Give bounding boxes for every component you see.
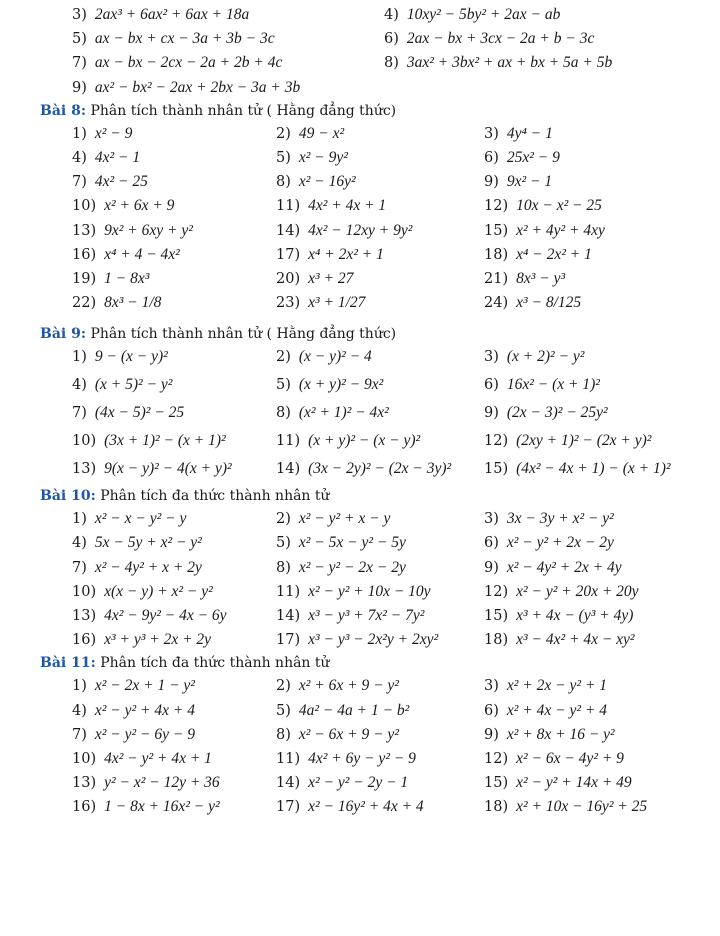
exercise-item [484,149,560,167]
exercise-expression: 4x² − 9y² − 4x − 6y [104,607,227,624]
exercise-number: 8) [276,726,291,743]
exercise-number: 7) [72,55,87,72]
section-title: Phân tích đa thức thành nhân tử [100,655,330,672]
exercise-item [72,30,275,48]
exercise-number: 6) [484,702,499,719]
section-title: Phân tích đa thức thành nhân tử [100,488,330,505]
exercise-expression: (x² + 1)² − 4x² [298,404,389,422]
exercise-expression: x² + 8x + 16 − y² [506,725,615,743]
exercise-number: 7) [72,559,87,576]
exercise-expression: y² − x² − 12y + 36 [104,774,220,792]
section-label: Bài 11: [40,655,96,672]
exercise-number: 23) [276,295,301,312]
exercise-item [72,583,213,601]
exercise-expression: x(x − y) + x² − y² [104,582,213,600]
exercise-item [276,125,344,143]
exercise-number: 11) [276,751,301,767]
exercise-item [72,798,220,816]
exercise-item [276,348,372,366]
exercise-expression: 4a² − 4a + 1 − b² [298,701,410,719]
exercise-item [72,270,149,288]
exercise-expression: 9x² − 1 [506,173,553,191]
exercise-number: 8) [276,174,291,191]
exercise-expression: 4x² + 4x + 1 [308,197,387,215]
exercise-expression: x³ + 1/27 [308,294,366,312]
exercise-number: 13) [72,222,97,239]
exercise-expression: x² − y² − 6y − 9 [94,725,195,743]
exercise-expression: x² − y² − 2x − 2y [298,558,406,576]
exercise-expression: ax² − bx² − 2ax + 2bx − 3a + 3b [94,78,301,96]
exercise-number: 9) [484,726,499,743]
exercise-expression: 4x² − 25 [94,173,148,191]
exercise-expression: (2xy + 1)² − (2x + y)² [516,432,652,450]
section-heading [40,103,700,119]
exercise-number: 14) [276,222,301,239]
exercise-number: 7) [72,726,87,743]
exercise-item [276,376,383,394]
exercise-item [276,559,406,577]
exercise-number: 5) [276,535,291,552]
exercise-item [276,432,420,450]
exercise-item [276,270,353,288]
exercise-item [72,460,232,478]
exercise-item [484,125,553,143]
exercise-number: 13) [72,775,97,792]
exercise-item [72,510,186,528]
section-label: Bài 9: [40,326,87,343]
exercise-item [484,702,607,720]
exercise-expression: x² − x − y² − y [94,510,187,528]
exercise-row [0,376,720,406]
exercise-number: 9) [484,405,499,422]
exercise-item [384,30,594,48]
exercise-expression: x⁴ + 2x² + 1 [308,245,384,263]
exercise-number: 10) [72,198,97,215]
exercise-number: 9) [72,79,87,96]
exercise-expression: 9 − (x − y)² [94,348,168,366]
exercise-item [484,348,584,366]
exercise-item [276,460,451,478]
exercise-expression: x² − y² + 2x − 2y [506,534,614,552]
exercise-item [484,270,565,288]
exercise-expression: 9x² + 6xy + y² [104,221,193,239]
exercise-expression: ax − bx + cx − 3a + 3b − 3c [94,30,275,48]
section-heading [40,655,700,671]
exercise-expression: x² − 9y² [298,149,348,166]
exercise-item [384,6,560,24]
exercise-number: 16) [72,246,97,263]
exercise-number: 2) [276,678,291,695]
exercise-number: 18) [484,246,509,263]
exercise-number: 10) [72,751,97,767]
exercise-item [72,534,202,552]
exercise-expression: x³ − y³ + 7x² − 7y² [308,607,425,624]
exercise-item [276,246,384,264]
exercise-item [484,607,633,625]
exercise-item [276,677,399,695]
exercise-number: 19) [72,271,97,287]
exercise-expression: x² − 2x + 1 − y² [94,677,195,695]
exercise-number: 18) [484,632,509,649]
exercise-number: 3) [484,678,499,695]
exercise-number: 13) [72,461,97,478]
exercise-number: 12) [484,751,509,767]
exercise-number: 24) [484,295,509,312]
exercise-number: 3) [484,511,499,528]
exercise-expression: 4y⁴ − 1 [506,124,553,142]
exercise-expression: x³ − 4x² + 4x − xy² [516,631,635,649]
exercise-expression: x² + 4x − y² + 4 [506,701,607,719]
exercise-expression: 49 − x² [298,124,345,142]
exercise-expression: 8x³ − 1/8 [104,294,162,312]
exercise-expression: x² + 2x − y² + 1 [506,677,607,695]
exercise-expression: 4x² + 6y − y² − 9 [308,750,416,767]
exercise-expression: x² + 6x + 9 [104,197,175,215]
exercise-number: 9) [484,559,499,576]
exercise-item [72,607,227,625]
exercise-expression: 9(x − y)² − 4(x + y)² [104,460,232,478]
exercise-number: 20) [276,271,301,287]
exercise-item [72,173,148,191]
exercise-item [484,583,639,601]
exercise-item [72,246,180,264]
exercise-item [72,149,140,167]
exercise-item [72,376,172,394]
exercise-expression: x² − y² − 2y − 1 [308,774,409,792]
exercise-item [484,246,592,264]
section-label: Bài 10: [40,488,96,505]
exercise-number: 4) [72,377,87,394]
exercise-item [72,432,226,450]
exercise-expression: 8x³ − y³ [516,270,566,287]
exercise-number: 11) [276,198,301,215]
exercise-number: 13) [72,608,97,624]
exercise-expression: 16x² − (x + 1)² [506,376,600,394]
exercise-expression: x² − y² + 4x + 4 [94,701,195,719]
exercise-number: 5) [72,31,87,48]
exercise-expression: 2ax³ + 6ax² + 6ax + 18a [94,6,250,23]
exercise-expression: x² − 16y² [298,173,356,191]
exercise-item [484,510,614,528]
exercise-expression: x² − y² + 14x + 49 [516,774,632,792]
exercise-item [484,677,607,695]
exercise-row [0,294,720,324]
exercise-number: 18) [484,799,509,816]
exercise-number: 14) [276,775,301,792]
section-title: Phân tích thành nhân tử ( Hằng đẳng thức) [90,326,397,343]
exercise-expression: 4x² − y² + 4x + 1 [104,750,212,767]
exercise-item [276,798,424,816]
exercise-item [484,376,600,394]
section-heading [40,488,700,504]
exercise-number: 11) [276,433,301,450]
exercise-number: 17) [276,632,301,649]
exercise-item [484,559,622,577]
exercise-item [484,197,602,215]
exercise-number: 6) [484,535,499,552]
exercise-item [484,294,581,312]
exercise-number: 3) [484,125,499,142]
exercise-expression: x² + 4y² + 4xy [516,221,605,239]
exercise-expression: (x + 5)² − y² [94,376,173,394]
exercise-expression: x³ + 4x − (y³ + 4y) [516,607,634,624]
exercise-expression: (x + 2)² − y² [506,348,585,366]
exercise-number: 8) [384,55,399,72]
exercise-row [0,460,720,490]
exercise-item [72,702,195,720]
exercise-item [72,726,195,744]
exercise-item [72,774,220,792]
exercise-number: 10) [72,433,97,450]
exercise-item [276,702,409,720]
exercise-item [276,197,386,215]
exercise-number: 14) [276,608,301,624]
exercise-number: 1) [72,349,87,366]
exercise-number: 14) [276,461,301,478]
exercise-number: 3) [72,7,87,23]
exercise-number: 6) [484,377,499,394]
exercise-expression: x² − 6x + 9 − y² [298,725,399,743]
exercise-number: 8) [276,559,291,576]
exercise-item [484,750,624,768]
exercise-expression: x² − 4y² + x + 2y [94,558,202,576]
exercise-expression: x³ + 27 [308,270,354,287]
exercise-item [276,222,412,240]
exercise-expression: 1 − 8x + 16x² − y² [104,798,220,816]
exercise-number: 5) [276,150,291,166]
exercise-expression: (x + y)² − 9x² [298,376,384,394]
exercise-expression: x⁴ − 2x² + 1 [516,245,592,263]
exercise-expression: x⁴ + 4 − 4x² [104,245,180,263]
exercise-expression: (4x − 5)² − 25 [94,404,185,422]
exercise-number: 12) [484,198,509,215]
exercise-expression: x² − y² + 20x + 20y [516,582,639,600]
exercise-number: 1) [72,511,87,528]
exercise-expression: x² − 4y² + 2x + 4y [506,558,622,576]
exercise-number: 6) [484,150,499,166]
exercise-item [276,534,406,552]
exercise-number: 12) [484,433,509,450]
exercise-expression: x² − 6x − 4y² + 9 [516,750,624,767]
exercise-number: 2) [276,125,291,142]
exercise-item [484,404,608,422]
exercise-item [72,6,249,24]
exercise-expression: x² + 6x + 9 − y² [298,677,399,695]
exercise-expression: x² − 16y² + 4x + 4 [308,798,424,816]
exercise-item [72,79,300,97]
exercise-expression: 3x − 3y + x² − y² [506,510,614,528]
exercise-number: 12) [484,583,509,600]
exercise-row [0,432,720,462]
exercise-item [484,774,632,792]
exercise-expression: 4x² − 12xy + 9y² [308,221,413,239]
exercise-item [276,750,416,768]
exercise-item [484,631,635,649]
exercise-item [72,677,195,695]
exercise-number: 9) [484,174,499,191]
exercise-item [484,222,605,240]
exercise-item [72,750,212,768]
exercise-item [484,798,647,816]
exercise-number: 11) [276,583,301,600]
exercise-number: 1) [72,125,87,142]
exercise-row [0,798,720,828]
exercise-expression: (3x + 1)² − (x + 1)² [104,432,226,450]
exercise-item [276,294,365,312]
exercise-expression: (4x² − 4x + 1) − (x + 1)² [516,460,671,478]
exercise-item [72,54,282,72]
exercise-expression: ax − bx − 2cx − 2a + 2b + 4c [94,54,283,72]
exercise-item [72,197,174,215]
exercise-item [276,404,389,422]
exercise-item [484,432,651,450]
exercise-expression: x² − y² + 10x − 10y [308,582,431,600]
exercise-item [276,583,431,601]
exercise-item [276,607,424,625]
exercise-expression: (x − y)² − 4 [298,348,372,366]
exercise-item [484,173,552,191]
exercise-item [384,54,612,72]
exercise-item [276,149,348,167]
exercise-number: 6) [384,31,399,48]
exercise-expression: 10x − x² − 25 [516,197,602,215]
exercise-number: 17) [276,246,301,263]
exercise-number: 15) [484,222,509,239]
exercise-item [72,631,211,649]
exercise-item [484,534,614,552]
exercise-item [484,460,671,478]
exercise-item [276,726,399,744]
exercise-number: 5) [276,702,291,719]
exercise-item [276,631,438,649]
exercise-row [0,404,720,434]
exercise-item [276,510,390,528]
exercise-number: 2) [276,511,291,528]
exercise-expression: x² − y² + x − y [298,510,391,528]
exercise-item [72,222,193,240]
exercise-item [276,173,356,191]
exercise-expression: 25x² − 9 [506,149,560,166]
exercise-expression: x² + 10x − 16y² + 25 [516,798,648,816]
exercise-expression: 4x² − 1 [94,149,141,166]
exercise-expression: x³ − 8/125 [516,294,582,312]
section-label: Bài 8: [40,102,87,119]
exercise-item [484,726,615,744]
exercise-number: 17) [276,799,301,816]
exercise-number: 5) [276,377,291,394]
exercise-row [0,348,720,378]
exercise-number: 8) [276,405,291,422]
exercise-expression: 2ax − bx + 3cx − 2a + b − 3c [406,30,595,48]
exercise-item [72,348,168,366]
exercise-item [72,125,132,143]
exercise-number: 4) [384,7,399,23]
exercise-number: 4) [72,150,87,166]
exercise-expression: x³ + y³ + 2x + 2y [104,631,212,649]
exercise-number: 22) [72,295,97,312]
exercise-number: 4) [72,535,87,552]
exercise-item [72,404,184,422]
exercise-expression: (3x − 2y)² − (2x − 3y)² [308,460,452,478]
exercise-expression: (x + y)² − (x − y)² [308,432,421,450]
exercise-number: 16) [72,799,97,816]
exercise-item [72,294,161,312]
exercise-expression: (2x − 3)² − 25y² [506,404,608,422]
exercise-number: 7) [72,174,87,191]
exercise-expression: x² − 9 [94,124,133,142]
exercise-expression: 1 − 8x³ [104,270,150,287]
exercise-number: 7) [72,405,87,422]
exercise-expression: 5x − 5y + x² − y² [94,534,202,552]
exercise-number: 15) [484,775,509,792]
exercise-expression: 10xy² − 5by² + 2ax − ab [406,6,561,23]
exercise-number: 2) [276,349,291,366]
exercise-item [72,559,202,577]
exercise-item [276,774,408,792]
exercise-number: 3) [484,349,499,366]
exercise-expression: 3ax² + 3bx² + ax + bx + 5a + 5b [406,54,613,72]
exercise-number: 21) [484,271,509,287]
exercise-number: 15) [484,608,509,624]
exercise-number: 16) [72,632,97,649]
exercise-number: 15) [484,461,509,478]
exercise-number: 10) [72,583,97,600]
exercise-expression: x³ − y³ − 2x²y + 2xy² [308,631,439,649]
exercise-number: 1) [72,678,87,695]
section-heading [40,326,700,342]
exercise-expression: x² − 5x − y² − 5y [298,534,406,552]
exercise-number: 4) [72,702,87,719]
section-title: Phân tích thành nhân tử ( Hằng đẳng thức) [90,102,397,119]
